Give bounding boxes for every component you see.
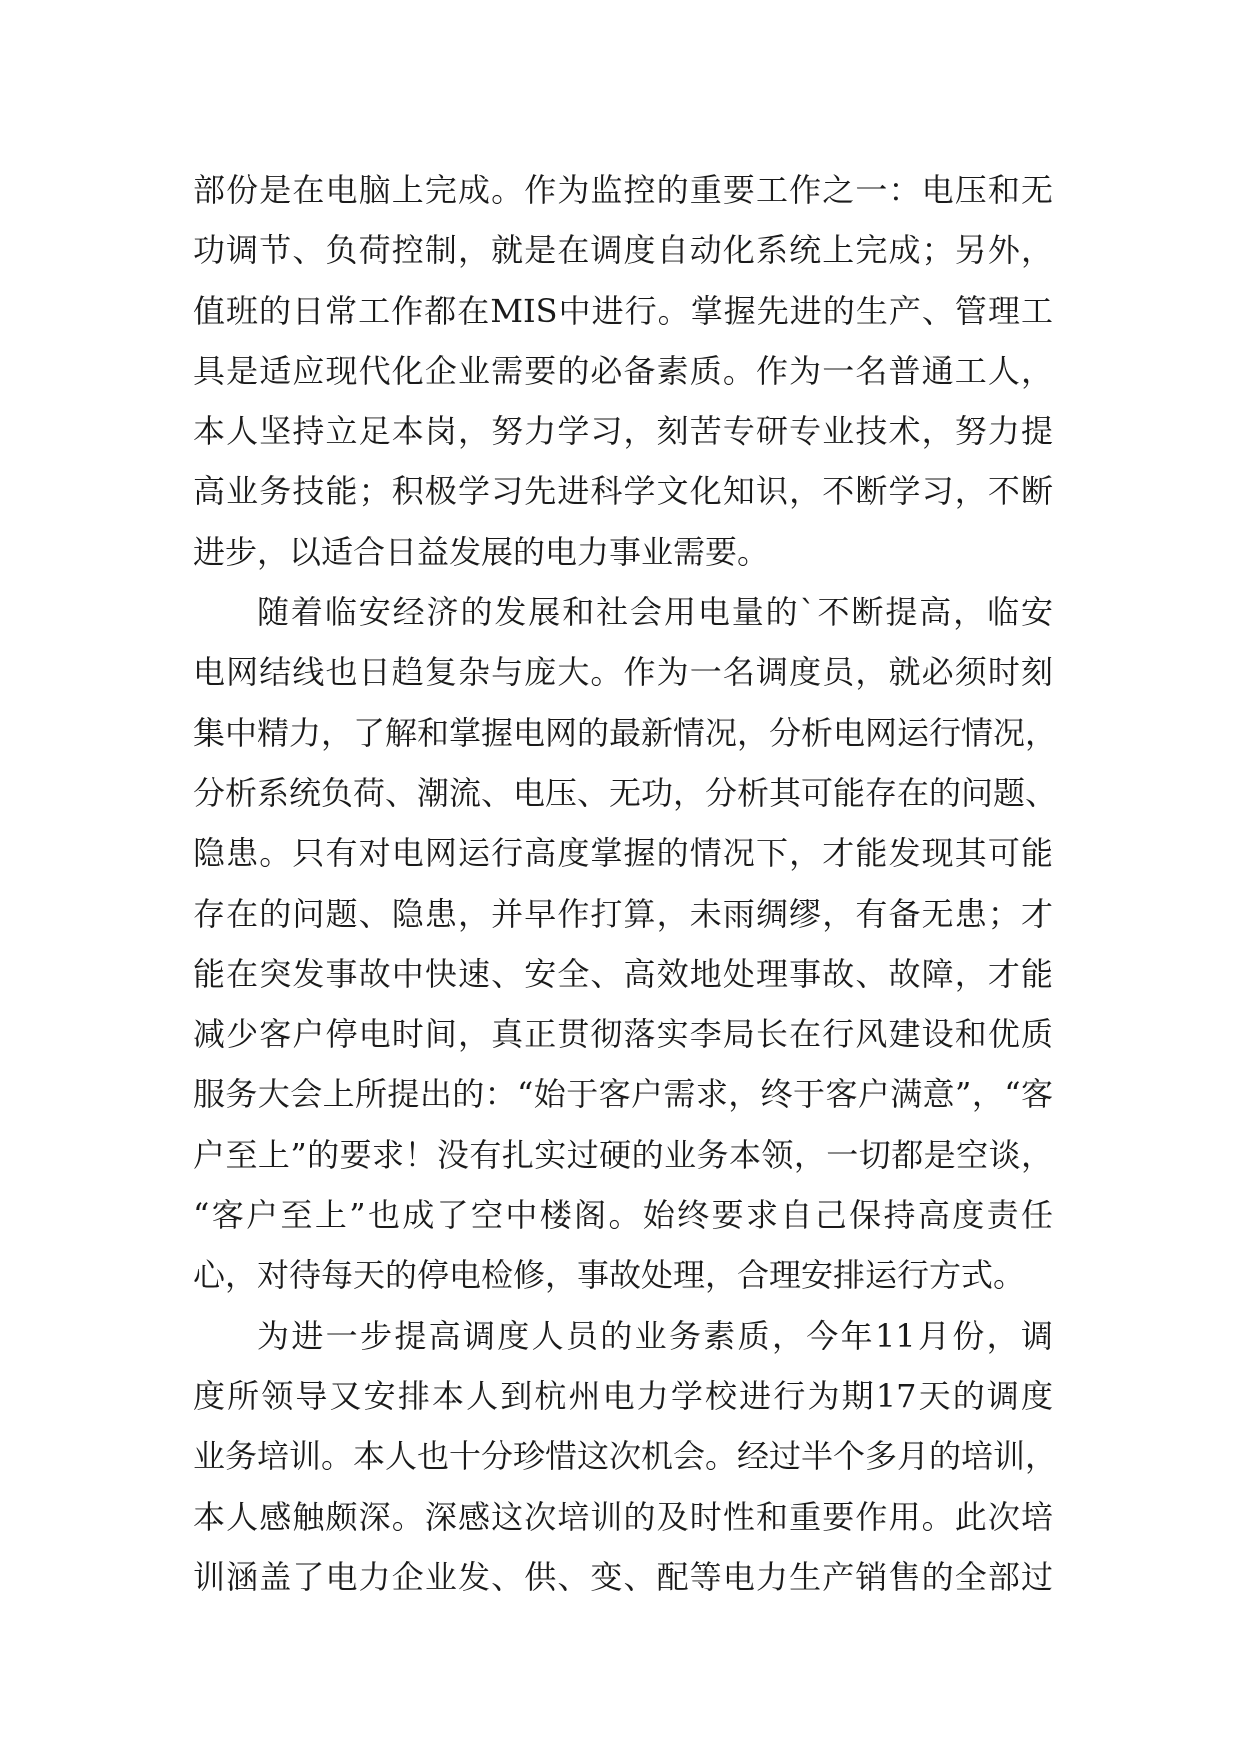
paragraph-1 bbox=[193, 160, 1053, 582]
text-line: 减少客户停电时间，真正贯彻落实李局长在行风建设和优质 bbox=[193, 1015, 1053, 1054]
text-line: 本人坚持立足本岗，努力学习，刻苦专研专业技术，努力提 bbox=[193, 412, 1053, 451]
document-body bbox=[193, 160, 1058, 1607]
text-line: 能在突发事故中快速、安全、高效地处理事故、故障，才能 bbox=[193, 954, 1053, 993]
text-line: 度所领导又安排本人到杭州电力学校进行为期17天的调度 bbox=[193, 1376, 1053, 1415]
text-line: 业务培训。本人也十分珍惜这次机会。经过半个多月的培训， bbox=[193, 1437, 1058, 1476]
text-line: 服务大会上所提出的：“始于客户需求，终于客户满意”，“客 bbox=[193, 1075, 1053, 1114]
text-line: 进步，以适合日益发展的电力事业需要。 bbox=[193, 532, 770, 571]
text-line: 具是适应现代化企业需要的必备素质。作为一名普通工人， bbox=[193, 351, 1053, 390]
text-line: 户至上”的要求！没有扎实过硬的业务本领，一切都是空谈， bbox=[193, 1135, 1053, 1174]
text-line: 分析系统负荷、潮流、电压、无功，分析其可能存在的问题、 bbox=[193, 773, 1058, 812]
text-line: 值班的日常工作都在MIS中进行。掌握先进的生产、管理工 bbox=[193, 291, 1053, 330]
text-line: 心，对待每天的停电检修，事故处理，合理安排运行方式。 bbox=[193, 1256, 1026, 1295]
text-line: 存在的问题、隐患，并早作打算，未雨绸缪，有备无患；才 bbox=[193, 894, 1053, 933]
paragraph-2 bbox=[193, 582, 1058, 1306]
text-line: 高业务技能；积极学习先进科学文化知识，不断学习，不断 bbox=[193, 472, 1053, 511]
text-line: 集中精力，了解和掌握电网的最新情况，分析电网运行情况， bbox=[193, 713, 1058, 752]
text-line: 随着临安经济的发展和社会用电量的`不断提高，临安 bbox=[257, 593, 1053, 632]
text-line: 训涵盖了电力企业发、供、变、配等电力生产销售的全部过 bbox=[193, 1557, 1053, 1596]
text-line: 本人感触颇深。深感这次培训的及时性和重要作用。此次培 bbox=[193, 1497, 1053, 1536]
text-line: 为进一步提高调度人员的业务素质，今年11月份，调 bbox=[257, 1316, 1053, 1355]
text-line: 电网结线也日趋复杂与庞大。作为一名调度员，就必须时刻 bbox=[193, 653, 1053, 692]
paragraph-3 bbox=[193, 1306, 1058, 1607]
text-line: 部份是在电脑上完成。作为监控的重要工作之一：电压和无 bbox=[193, 171, 1053, 209]
text-line: “客户至上”也成了空中楼阁。始终要求自己保持高度责任 bbox=[193, 1196, 1053, 1235]
text-line: 功调节、负荷控制，就是在调度自动化系统上完成；另外， bbox=[193, 231, 1053, 270]
text-line: 隐患。只有对电网运行高度掌握的情况下，才能发现其可能 bbox=[193, 834, 1053, 873]
